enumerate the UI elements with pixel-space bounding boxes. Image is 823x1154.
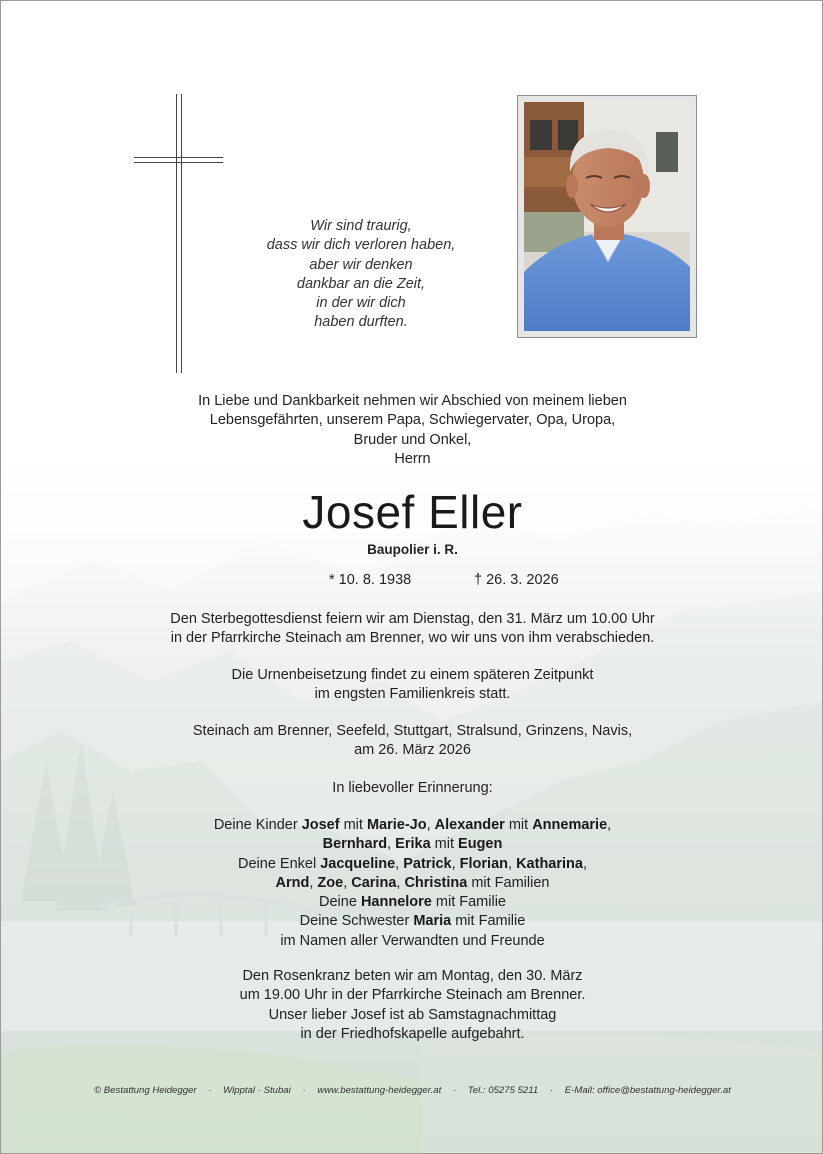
text: mit Familien (467, 874, 550, 891)
family-name: Bernhard (322, 836, 388, 853)
text: , (387, 836, 396, 853)
family-name: Florian (459, 855, 509, 872)
text: , (343, 874, 352, 891)
family-name: Patrick (403, 855, 452, 872)
poem-line: aber wir denken (309, 256, 413, 273)
urn-line: Die Urnenbeisetzung findet zu einem späteren Zeitpunkt (231, 667, 594, 683)
family-line-sister (1, 912, 823, 931)
poem-line: dass wir dich verloren haben, (266, 237, 456, 254)
intro-line: Herrn (394, 450, 431, 467)
portrait-frame (517, 95, 697, 338)
family-name: Eugen (458, 836, 503, 853)
family-name: Jacqueline (320, 855, 396, 872)
family-name: Hannelore (360, 894, 432, 911)
family-line-relatives: im Namen aller Verwandten und Freunde (280, 932, 545, 949)
text: , (426, 817, 435, 833)
intro-line: Lebensgefährten, unserem Papa, Schwiegervater, Opa, Uropa, (209, 412, 616, 429)
text: Deine Schwester (299, 913, 414, 930)
text: mit Familie (431, 894, 506, 911)
footer-company: © Bestattung Heidegger (94, 1085, 197, 1096)
poem (211, 217, 511, 333)
cross-icon (1, 1, 823, 401)
birth-date: * 10. 8. 1938 (329, 572, 412, 588)
intro-line: Bruder und Onkel, (353, 431, 472, 448)
poem-line: Wir sind traurig, (310, 218, 412, 234)
family-name: Erika (395, 836, 431, 853)
deceased-name: Josef Eller (302, 486, 523, 538)
family-name: Alexander (434, 817, 505, 833)
place-line: Steinach am Brenner, Seefeld, Stuttgart, Stralsund, Grinzens, Navis, (192, 723, 633, 739)
text: , (508, 855, 517, 872)
text: mit (504, 817, 533, 833)
place-date-text (1, 722, 823, 761)
text: , (451, 855, 460, 872)
portrait-photo (524, 102, 690, 331)
family-line-partner (1, 893, 823, 912)
urn-burial-text (1, 666, 823, 705)
footer-email: E-Mail: office@bestattung-heidegger.at (564, 1085, 731, 1096)
family-name: Zoe (317, 874, 344, 891)
text: , (396, 874, 405, 891)
family-line-grandchildren (1, 855, 823, 874)
family-name: Maria (413, 913, 452, 930)
intro-text (1, 392, 823, 469)
footer (1, 1085, 823, 1096)
family-line-children (1, 816, 823, 835)
family-line-children-2 (1, 835, 823, 854)
rosary-line: Unser lieber Josef ist ab Samstagnachmittag (268, 1006, 557, 1023)
poem-line: haben durften. (314, 314, 408, 331)
text: Deine (319, 894, 361, 911)
footer-region: Wipptal · Stubai (223, 1085, 291, 1096)
family-name: Marie-Jo (366, 817, 427, 833)
footer-separator: · (208, 1085, 212, 1096)
memory-heading: In liebevoller Erinnerung: (332, 780, 493, 796)
text: Deine Kinder (213, 817, 302, 833)
text: Deine Enkel (238, 855, 321, 872)
text: , (395, 855, 404, 872)
family-line-grandchildren-2 (1, 874, 823, 893)
intro-line: In Liebe und Dankbarkeit nehmen wir Abschied von meinem lieben (198, 393, 627, 409)
family-name: Arnd (275, 874, 310, 891)
rosary-line: Den Rosenkranz beten wir am Montag, den 30. März (242, 968, 583, 984)
family-name: Carina (351, 874, 397, 891)
family-name: Christina (404, 874, 468, 891)
family-name: Josef (301, 817, 340, 833)
footer-separator: · (549, 1085, 554, 1096)
death-date: † 26. 3. 2026 (474, 572, 559, 588)
family-name: Annemarie (532, 817, 608, 833)
family-name: Katharina (516, 855, 583, 872)
deceased-title: Baupolier i. R. (367, 542, 458, 557)
text: , (607, 817, 612, 833)
service-line: in der Pfarrkirche Steinach am Brenner, wo wir uns von ihm verabschieden. (170, 630, 655, 647)
funeral-service-text (1, 610, 823, 649)
footer-website: www.bestattung-heidegger.at (317, 1085, 442, 1096)
urn-line: im engsten Familienkreis statt. (314, 686, 511, 703)
footer-separator: · (302, 1085, 306, 1096)
text: mit (430, 836, 459, 853)
footer-separator: · (452, 1085, 457, 1096)
text: , (582, 855, 587, 872)
service-line: Den Sterbegottesdienst feiern wir am Dienstag, den 31. März um 10.00 Uhr (170, 611, 655, 627)
text: , (309, 874, 318, 891)
place-line: am 26. März 2026 (354, 742, 471, 759)
rosary-line: um 19.00 Uhr in der Pfarrkirche Steinach am Brenner. (239, 987, 586, 1004)
footer-phone: Tel.: 05275 5211 (467, 1085, 539, 1096)
rosary-line: in der Friedhofskapelle aufgebahrt. (300, 1025, 525, 1042)
text: mit Familie (451, 913, 526, 930)
text: mit (339, 817, 367, 833)
poem-line: dankbar an die Zeit, (296, 275, 426, 292)
rosary-text (1, 967, 823, 1044)
poem-line: in der wir dich (316, 295, 406, 312)
family-list (1, 816, 823, 951)
